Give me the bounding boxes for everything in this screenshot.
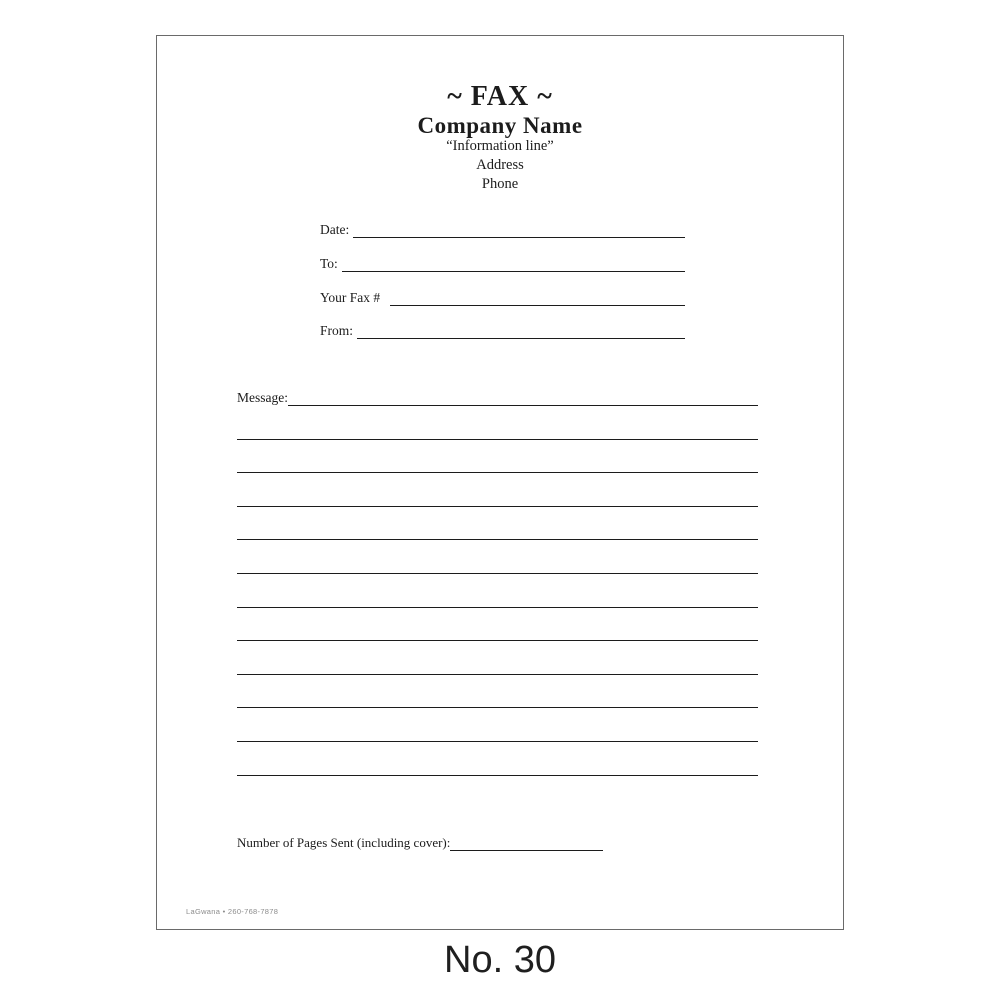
pages-sent-label: Number of Pages Sent (including cover): bbox=[237, 835, 451, 850]
message-blank-line bbox=[237, 406, 758, 440]
message-blank-line bbox=[237, 608, 758, 642]
message-blank-line bbox=[237, 708, 758, 742]
your-fax-label: Your Fax # bbox=[320, 290, 381, 305]
from-write-in-line bbox=[357, 338, 685, 339]
your-fax-field-row bbox=[320, 286, 685, 306]
message-blank-line bbox=[237, 507, 758, 541]
message-blank-line bbox=[237, 440, 758, 474]
message-blank-line bbox=[237, 742, 758, 776]
catalog-number: No. 30 bbox=[444, 939, 556, 981]
date-field-row bbox=[320, 218, 685, 238]
message-blank-line bbox=[237, 574, 758, 608]
fax-cover-sheet-page bbox=[156, 35, 844, 930]
address-line: Address bbox=[476, 157, 524, 173]
message-field-row bbox=[237, 388, 758, 406]
message-blank-line bbox=[237, 641, 758, 675]
message-blank-lines bbox=[237, 406, 758, 776]
to-field-row bbox=[320, 252, 685, 272]
to-write-in-line bbox=[342, 271, 685, 272]
message-label: Message: bbox=[237, 390, 288, 405]
date-write-in-line bbox=[353, 237, 685, 238]
date-label: Date: bbox=[320, 222, 350, 237]
message-blank-line bbox=[237, 675, 758, 709]
fax-title: ~ FAX ~ bbox=[447, 81, 553, 112]
pages-sent-row bbox=[237, 833, 603, 851]
phone-line: Phone bbox=[481, 176, 519, 192]
message-blank-line bbox=[237, 473, 758, 507]
information-line: “Information line” bbox=[446, 138, 554, 154]
company-name: Company Name bbox=[417, 113, 583, 138]
message-blank-line bbox=[237, 540, 758, 574]
printer-credit: LaGwana • 260-768-7878 bbox=[186, 907, 279, 916]
from-label: From: bbox=[320, 323, 354, 338]
from-field-row bbox=[320, 319, 685, 339]
pages-sent-write-in-line bbox=[450, 850, 603, 851]
your-fax-write-in-line bbox=[390, 305, 685, 306]
to-label: To: bbox=[320, 256, 338, 271]
